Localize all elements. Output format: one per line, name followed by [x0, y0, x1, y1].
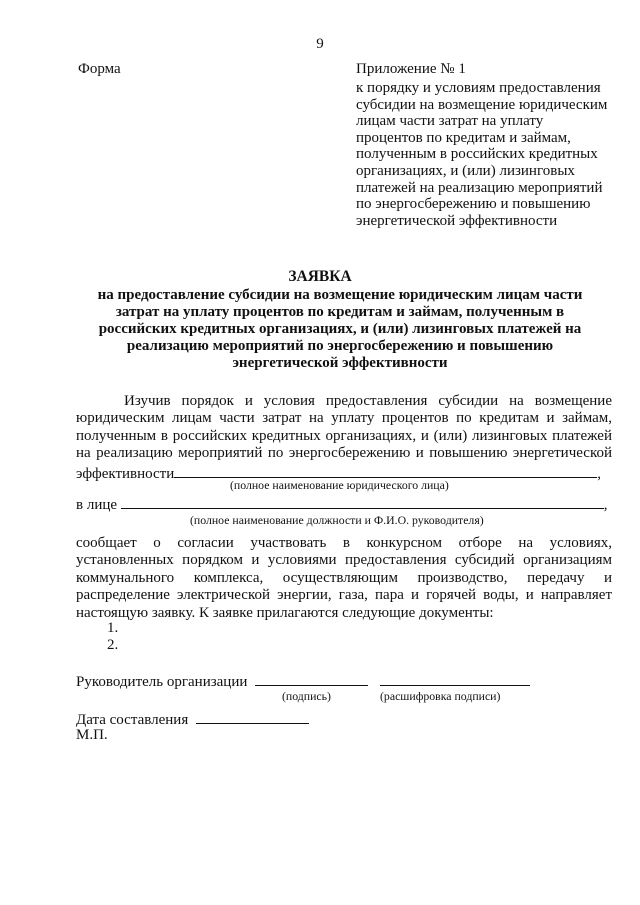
list-item: 1. [107, 620, 119, 636]
representative-row [76, 494, 616, 514]
subtitle-line: реализацию мероприятий по энергосбережению и повышению [126, 338, 554, 354]
paragraph-line: Изучив порядок и условия предоставления субсидии на возмещение [124, 393, 612, 409]
paragraph-line: установленных порядком и условиями предоставления субсидий организациям [76, 552, 612, 569]
annex-description [356, 80, 607, 229]
annex-line: лицам части затрат на уплату [356, 113, 544, 130]
representative-field[interactable] [121, 494, 604, 509]
paragraph-line: юридическим лицам части затрат на уплату процентов по кредитам и займам, [76, 410, 612, 427]
v-lice-label: в лице [76, 497, 118, 513]
subtitle-line: российских кредитных организациях, и (или) лизинговых платежей на [98, 321, 582, 337]
signature-field[interactable] [255, 671, 368, 686]
legal-name-caption: (полное наименование юридического лица) [230, 478, 449, 492]
annex-line: субсидии на возмещение юридическим [356, 96, 608, 113]
signature-decode-field[interactable] [380, 671, 530, 686]
subtitle-line: энергетической эффективности [232, 355, 448, 371]
comma: , [603, 497, 608, 513]
application-subtitle [70, 287, 610, 372]
signature-row [76, 671, 530, 691]
documents-list [107, 620, 118, 655]
subtitle-line: на предоставление субсидии на возмещение юридическим лицам части [97, 287, 583, 303]
date-row [76, 709, 309, 729]
annex-line: к порядку и условиям предоставления [356, 80, 601, 96]
date-field[interactable] [196, 709, 309, 724]
head-label: Руководитель организации [76, 674, 248, 690]
annex-line: процентов по кредитам и займам, [356, 129, 571, 146]
subtitle-line: затрат на уплату процентов по кредитам и займам, полученным в [115, 304, 565, 320]
paragraph-line: распределение электрической энергии, газа, пара и горячей воды, и направляет [76, 587, 612, 604]
legal-name-field[interactable] [174, 463, 597, 478]
paragraph-line: настоящую заявку. К заявке прилагаются следующие документы: [76, 604, 494, 621]
comma: , [597, 465, 602, 482]
list-item: 2. [107, 637, 119, 654]
annex-line: энергетической эффективности [356, 212, 558, 229]
annex-line: по энергосбережению и повышению [356, 196, 591, 213]
signature-caption: (подпись) [282, 689, 331, 703]
stamp-label: М.П. [76, 727, 108, 743]
paragraph-line: эффективности [76, 465, 175, 482]
signature-decode-caption: (расшифровка подписи) [380, 689, 501, 703]
paragraph-line: на реализацию мероприятий по энергосбережению и повышению энергетической [76, 445, 612, 462]
page-number: 9 [316, 36, 324, 52]
annex-line: платежей на реализацию мероприятий [356, 179, 603, 196]
date-label: Дата составления [76, 712, 189, 728]
annex-line: организациях, и (или) лизинговых [356, 162, 575, 179]
intro-paragraph [76, 393, 612, 483]
paragraph-line: коммунального комплекса, осуществляющим производство, передачу и [76, 569, 612, 586]
paragraph-line: сообщает о согласии участвовать в конкурсном отборе на условиях, [76, 535, 612, 551]
consent-paragraph [76, 535, 612, 622]
form-label: Форма [78, 61, 121, 77]
annex-line: полученным в российских кредитных [356, 146, 598, 163]
representative-caption: (полное наименование должности и Ф.И.О. руководителя) [190, 513, 484, 527]
paragraph-line: полученным в российских кредитных организациях, и (или) лизинговых платежей [76, 427, 612, 444]
application-title: ЗАЯВКА [288, 268, 352, 285]
annex-title: Приложение № 1 [356, 61, 466, 77]
